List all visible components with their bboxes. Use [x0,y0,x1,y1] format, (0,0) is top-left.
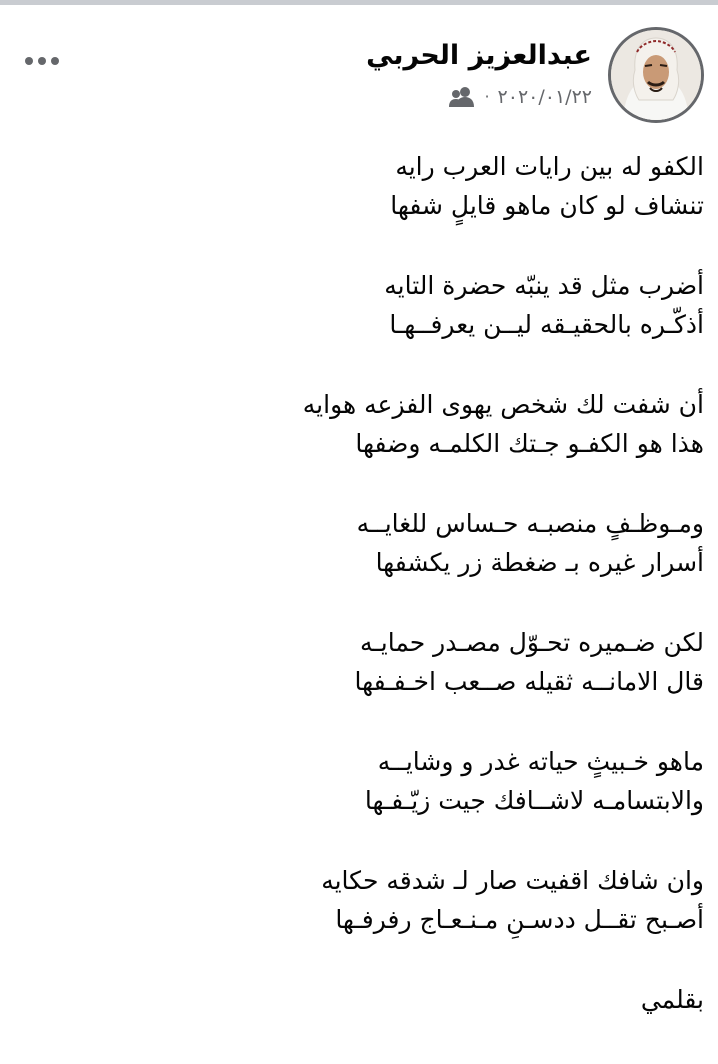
poem-line: تنشاف لو كان ماهو قايلٍ شفها [390,191,704,220]
post-header [184,27,704,127]
post-date[interactable]: ٢٠٢٠/٠١/٢٢ [497,86,592,108]
poem-line: هذا هو الكفـو جـتك الكلمـه وضفها [355,429,704,458]
poem-stanza [14,742,704,820]
poem-line: وان شافك اقفيت صار لـ شدقه حكايه [321,866,704,895]
post-meta [448,83,592,111]
author-name[interactable]: عبدالعزيز الحربي [366,40,592,71]
poem-stanza [14,623,704,701]
post-card [0,5,718,1064]
poem-line: ومـوظـفٍ منصبـه حـساس للغايــه [356,509,704,538]
more-horizontal-icon [24,56,60,66]
poem-line: قال الامانــه ثقيله صــعب اخـفـفها [354,667,704,696]
poem-line: لكن ضـميره تحـوّل مصـدر حمايـه [360,628,704,657]
poem-line: أذكّـره بالحقيـقه ليــن يعرفــهـا [389,310,704,339]
poem-stanza [14,504,704,582]
poem-stanza [14,385,704,463]
poem-line: أضرب مثل قد ينبّه حضرة التايه [384,271,704,300]
poem-signature: بقلمي [640,985,704,1014]
poem-line: أن شفت لك شخص يهوى الفزعه هوايه [302,390,704,419]
more-options-button[interactable] [20,49,64,73]
poem-line: والابتسامـه لاشــافك جيت زيّـفـها [364,786,704,815]
poem-line: ماهو خـبيثٍ حياته غدر و وشايــه [377,747,704,776]
poem-line: أسرار غيره بـ ضغطة زر يكشفها [375,548,704,577]
poem-stanza [14,147,704,225]
friends-icon[interactable] [448,86,476,108]
meta-separator: · [484,87,490,106]
avatar-image [611,30,701,120]
poem-stanza [14,861,704,939]
poem-stanza [14,266,704,344]
post-text [14,147,704,1019]
poem-line: أصـبح تقــل ددسـنِ مـنـعـاج رفرفـها [335,905,704,934]
poem-line: الكفو له بين رايات العرب رايه [395,152,704,181]
avatar[interactable] [608,27,704,123]
